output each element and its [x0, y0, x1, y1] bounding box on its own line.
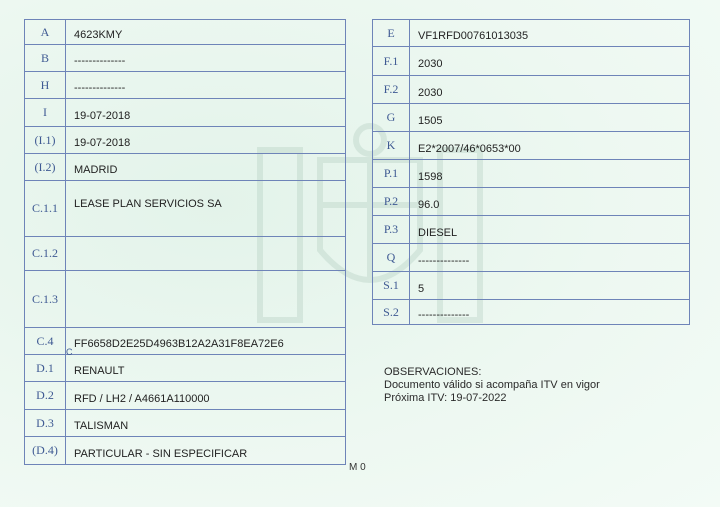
field-code: D.3 [25, 410, 66, 437]
table-row [373, 244, 690, 272]
field-code: C.4 [25, 328, 66, 355]
field-code: D.1 [25, 355, 66, 382]
field-value: PARTICULAR - SIN ESPECIFICAR [66, 437, 346, 465]
field-code: F.1 [373, 47, 410, 76]
field-code: H [25, 72, 66, 99]
field-value [66, 237, 346, 271]
field-code: P.3 [373, 216, 410, 244]
field-value: 2030 [410, 47, 690, 76]
field-code: F.2 [373, 76, 410, 104]
table-row [373, 160, 690, 188]
field-value: 19-07-2018 [66, 99, 346, 127]
table-row [373, 76, 690, 104]
field-code: G [373, 104, 410, 132]
field-value [66, 271, 346, 328]
table-row [25, 355, 346, 382]
field-code: P.2 [373, 188, 410, 216]
field-code: (D.4) [25, 437, 66, 465]
table-row [373, 188, 690, 216]
field-code: E [373, 20, 410, 47]
field-code: Q [373, 244, 410, 272]
table-row [25, 154, 346, 181]
table-row [373, 132, 690, 160]
field-value: TALISMAN [66, 410, 346, 437]
field-value: VF1RFD00761013035 [410, 20, 690, 47]
field-value: E2*2007/46*0653*00 [410, 132, 690, 160]
observations-line: Documento válido si acompaña ITV en vigor [384, 379, 600, 391]
table-row [373, 20, 690, 47]
c4-prefix-label: C [66, 347, 73, 357]
field-value: 4623KMY [66, 20, 346, 45]
field-value: -------------- [410, 244, 690, 272]
table-row [25, 271, 346, 328]
table-row [373, 47, 690, 76]
field-code: I [25, 99, 66, 127]
table-row [373, 272, 690, 300]
field-code: D.2 [25, 382, 66, 410]
field-code: B [25, 45, 66, 72]
m0-mark: M 0 [349, 462, 366, 473]
field-code: S.1 [373, 272, 410, 300]
field-code: K [373, 132, 410, 160]
table-row [25, 181, 346, 237]
field-code: C.1.3 [25, 271, 66, 328]
table-row [373, 104, 690, 132]
field-value: 96.0 [410, 188, 690, 216]
field-value: 1598 [410, 160, 690, 188]
right-fields-table [372, 19, 690, 325]
field-code: C.1.2 [25, 237, 66, 271]
field-code: P.1 [373, 160, 410, 188]
table-row [25, 99, 346, 127]
field-code: S.2 [373, 300, 410, 325]
field-code: A [25, 20, 66, 45]
field-value: 2030 [410, 76, 690, 104]
field-value: FF6658D2E25D4963B12A2A31F8EA72E6 [66, 328, 346, 355]
field-value: RFD / LH2 / A4661A110000 [66, 382, 346, 410]
field-value: -------------- [410, 300, 690, 325]
table-row [25, 237, 346, 271]
table-row [373, 216, 690, 244]
table-row [25, 127, 346, 154]
left-fields-table [24, 19, 346, 465]
field-value: MADRID [66, 154, 346, 181]
table-row [25, 72, 346, 99]
field-value: -------------- [66, 45, 346, 72]
field-value: RENAULT [66, 355, 346, 382]
observations-heading: OBSERVACIONES: [384, 366, 482, 378]
field-value: 5 [410, 272, 690, 300]
observations-line: Próxima ITV: 19-07-2022 [384, 392, 507, 404]
field-value: 19-07-2018 [66, 127, 346, 154]
field-code: (I.1) [25, 127, 66, 154]
field-code: C.1.1 [25, 181, 66, 237]
field-value: LEASE PLAN SERVICIOS SA [66, 181, 346, 237]
table-row [373, 300, 690, 325]
table-row [25, 437, 346, 465]
field-value: 1505 [410, 104, 690, 132]
observations-block [384, 366, 600, 405]
table-row [25, 410, 346, 437]
field-value: DIESEL [410, 216, 690, 244]
field-code: (I.2) [25, 154, 66, 181]
table-row [25, 382, 346, 410]
field-value: -------------- [66, 72, 346, 99]
table-row [25, 20, 346, 45]
table-row [25, 45, 346, 72]
